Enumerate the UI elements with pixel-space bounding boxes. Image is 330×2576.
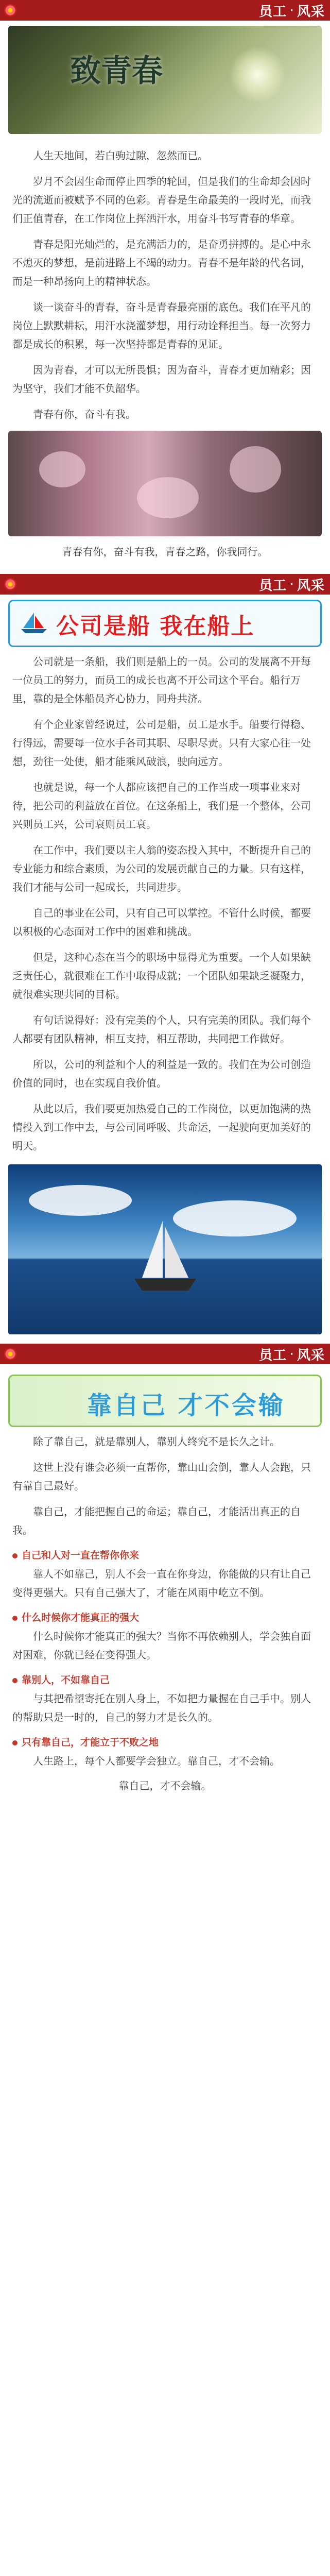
tag-dot: ·	[290, 5, 294, 16]
cloud-shape	[29, 1185, 132, 1216]
sailboat-icon	[20, 612, 48, 634]
hero-image-youth	[8, 26, 322, 134]
paragraph: 什么时候你才能真正的强大？当你不再依赖别人，学会独自面对困难，你就已经在变得强大。	[12, 1630, 311, 1661]
tag-left: 员工	[259, 1347, 287, 1363]
sub-heading-text: 靠别人，不如靠自己	[22, 1674, 110, 1686]
section2-text	[12, 652, 318, 1155]
banner-self-reliance	[8, 1375, 322, 1427]
sub-heading-text: 只有靠自己，才能立于不败之地	[22, 1737, 159, 1748]
banner-title: 公司是船 我在船上	[56, 613, 255, 639]
section-tag	[259, 0, 325, 21]
banner-company-ship	[8, 600, 322, 647]
section-header-1	[0, 0, 330, 21]
section3-text	[12, 1689, 318, 1726]
section3-text	[12, 1565, 318, 1602]
sub-heading	[12, 1735, 318, 1749]
tag-left: 员工	[259, 4, 287, 20]
bullet-icon	[12, 1740, 18, 1745]
tag-dot: ·	[290, 579, 294, 590]
sub-heading-text: 什么时候你才能真正的强大	[22, 1612, 140, 1623]
paragraph: 从此以后，我们要更加热爱自己的工作岗位，以更加饱满的热情投入到工作中去，与公司同呼吸、共命运，一起驶向更加美好的明天。	[12, 1103, 311, 1152]
tag-right: 风采	[297, 578, 325, 594]
paragraph: 所以，公司的利益和个人的利益是一致的。我们在为公司创造价值的同时，也在实现自我价值。	[12, 1058, 311, 1089]
tag-left: 员工	[259, 578, 287, 594]
paragraph: 人生天地间，若白驹过隙，忽然而已。	[33, 149, 208, 162]
tag-dot: ·	[290, 1348, 294, 1360]
paragraph: 公司就是一条船，我们则是船上的一员。公司的发展离不开每一位员工的努力，而员工的成长也离不开公司这个平台。船行万里，靠的是全体船员齐心协力，同舟共济。	[12, 655, 311, 705]
paragraph: 有句话说得好：没有完美的个人，只有完美的团队。我们每个人都要有团队精神，相互支持，相互帮助，共同把工作做好。	[12, 1014, 311, 1045]
paragraph: 在工作中，我们要以主人翁的姿态投入其中，不断提升自己的专业能力和综合素质，为公司的发展贡献自己的力量。只有这样，我们才能与公司一起成长，共同进步。	[12, 844, 311, 893]
paragraph: 但是，这种心态在当今的职场中显得尤为重要。一个人如果缺乏责任心，就很难在工作中取得成就；一个团队如果缺乏凝聚力，就很难实现共同的目标。	[12, 951, 311, 1001]
section3-text	[12, 1627, 318, 1664]
banner-title: 靠自己 才不会输	[87, 1391, 285, 1420]
section1-text	[12, 146, 318, 423]
bullet-icon	[12, 1553, 18, 1558]
sub-heading	[12, 1548, 318, 1562]
section-header-2	[0, 574, 330, 595]
flower-icon	[4, 1348, 16, 1360]
tag-right: 风采	[297, 1347, 325, 1363]
paragraph: 这世上没有谁会必须一直帮你，靠山山会倒，靠人人会跑，只有靠自己最好。	[12, 1461, 311, 1492]
sun-glow	[229, 46, 286, 103]
paragraph: 人生路上，每个人都要学会独立。靠自己，才不会输。	[33, 1755, 280, 1767]
petal-shape	[39, 451, 85, 487]
paragraph: 自己的事业在公司，只有自己可以掌控。不管什么时候，都要以积极的心态面对工作中的困难和挑战。	[12, 907, 311, 938]
sub-heading	[12, 1610, 318, 1624]
sailing-ship-photo	[8, 1164, 322, 1334]
paragraph: 与其把希望寄托在别人身上，不如把力量握在自己手中。别人的帮助只是一时的，自己的努力才是长久的。	[12, 1692, 311, 1723]
flower-icon	[4, 4, 16, 16]
paragraph: 谈一谈奋斗的青春，奋斗是青春最亮丽的底色。我们在平凡的岗位上默默耕耘，用汗水浇灌梦想，用行动诠释担当。每一次努力都是成长的积累，每一次坚持都是青春的见证。	[12, 301, 311, 350]
sub-heading	[12, 1672, 318, 1686]
paragraph: 岁月不会因生命而停止四季的轮回，但是我们的生命却会因时光的流逝而被赋予不同的色彩。青春是生命最美的一段时光，而我们正值青春，在工作岗位上挥洒汗水，用奋斗书写青春的华章。	[12, 175, 311, 225]
section3-text	[12, 1752, 318, 1770]
petal-shape	[230, 446, 281, 493]
paragraph: 靠人不如靠己，别人不会一直在你身边，你能做的只有让自己变得更强大。只有自己强大了，才能在风雨中屹立不倒。	[12, 1568, 311, 1599]
paragraph: 青春是阳光灿烂的，是充满活力的，是奋勇拼搏的。是心中永不熄灭的梦想，是前进路上不竭的动力。青春不是年龄的代名词，而是一种昂扬向上的精神状态。	[12, 238, 311, 287]
section-header-3	[0, 1344, 330, 1364]
paragraph: 除了靠自己，就是靠别人，靠别人终究不是长久之计。	[33, 1435, 280, 1448]
tag-right: 风采	[297, 4, 325, 20]
flower-icon	[4, 578, 16, 590]
paragraph: 青春有你，奋斗有我。	[33, 408, 136, 420]
hero-title: 致青春	[70, 53, 163, 89]
paragraph: 也就是说，每一个人都应该把自己的工作当成一项事业来对待，把公司的利益放在首位。在这条船上，我们是一个整体，公司兴则员工兴，公司衰则员工衰。	[12, 781, 311, 831]
closing-line: 靠自己，才不会输。	[118, 1780, 212, 1792]
bullet-icon	[12, 1678, 18, 1683]
bullet-icon	[12, 1616, 18, 1621]
ship-icon	[132, 1221, 199, 1298]
paragraph: 有个企业家曾经说过，公司是船，员工是水手。船要行得稳、行得远，需要每一位水手各司其职、尽职尽责。只有大家心往一处想，劲往一处使，船才能乘风破浪，驶向远方。	[12, 718, 311, 768]
section-tag	[259, 1344, 325, 1364]
petal-shape	[137, 477, 199, 518]
section-tag	[259, 574, 325, 595]
flowers-photo	[8, 431, 322, 536]
center-line: 青春有你，奋斗有我，青春之路，你我同行。	[62, 546, 268, 558]
paragraph: 因为青春，才可以无所畏惧；因为奋斗，青春才更加精彩；因为坚守，我们才能不负韶华。	[12, 364, 311, 395]
sub-heading-text: 自己和人对一直在帮你你来	[22, 1550, 140, 1561]
section3-intro	[12, 1432, 318, 1539]
paragraph: 靠自己，才能把握自己的命运；靠自己，才能活出真正的自我。	[12, 1505, 301, 1536]
